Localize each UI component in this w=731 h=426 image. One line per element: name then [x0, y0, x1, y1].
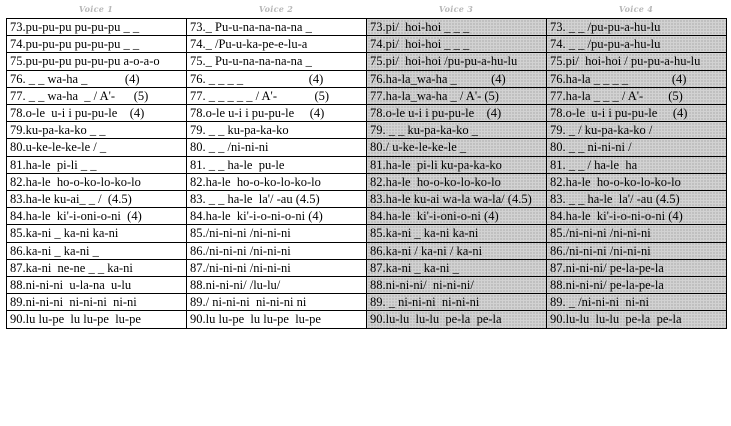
- voice-4-cell: 78.o-le u-i i pu-pu-le (4): [547, 105, 727, 122]
- voice-2-cell: 89./ ni-ni-ni ni-ni-ni ni: [187, 294, 367, 311]
- voice-1-cell: 89.ni-ni-ni ni-ni-ni ni-ni: [7, 294, 187, 311]
- voice-3-cell: 80./ u-ke-le-ke-le _: [367, 139, 547, 156]
- voice-2-cell: 86./ni-ni-ni /ni-ni-ni: [187, 242, 367, 259]
- voice-1-cell: 82.ha-le ho-o-ko-lo-ko-lo: [7, 173, 187, 190]
- voice-3-cell: 78.o-le u-i i pu-pu-le (4): [367, 105, 547, 122]
- table-row: [7, 70, 727, 87]
- voice-1-cell: 75.pu-pu-pu pu-pu-pu a-o-a-o: [7, 53, 187, 70]
- voice-3-cell: 77.ha-la_wa-ha _ / A'- (5): [367, 87, 547, 104]
- voice-1-cell: 78.o-le u-i i pu-pu-le (4): [7, 105, 187, 122]
- voice-1-cell: 86.ka-ni _ ka-ni _: [7, 242, 187, 259]
- voice-4-cell: 88.ni-ni-ni/ pe-la-pe-la: [547, 277, 727, 294]
- voice-4-cell: 81. _ _ / ha-le ha: [547, 156, 727, 173]
- voice-header: [6, 2, 726, 18]
- voice-3-cell: 89. _ ni-ni-ni ni-ni-ni: [367, 294, 547, 311]
- voice-3-cell: 87.ka-ni _ ka-ni _: [367, 259, 547, 276]
- voice-4-cell: 84.ha-le ki'-i-o-ni-o-ni (4): [547, 208, 727, 225]
- voice-2-cell: 83. _ _ ha-le la'/ -au (4.5): [187, 191, 367, 208]
- table-row: [7, 122, 727, 139]
- table-row: [7, 53, 727, 70]
- table-row: [7, 277, 727, 294]
- voice-3-cell: 86.ka-ni / ka-ni / ka-ni: [367, 242, 547, 259]
- voice-4-cell: 77.ha-la _ _ _ / A'- (5): [547, 87, 727, 104]
- voice-4-cell: 89. _ /ni-ni-ni ni-ni: [547, 294, 727, 311]
- voice-3-heading: Voice 3: [438, 4, 474, 14]
- voice-2-cell: 76. _ _ _ _ (4): [187, 70, 367, 87]
- voice-4-cell: 76.ha-la _ _ _ _ (4): [547, 70, 727, 87]
- voice-4-cell: 86./ni-ni-ni /ni-ni-ni: [547, 242, 727, 259]
- voice-1-cell: 76. _ _ wa-ha _ (4): [7, 70, 187, 87]
- voice-2-cell: 78.o-le u-i i pu-pu-le (4): [187, 105, 367, 122]
- voice-2-cell: 87./ni-ni-ni /ni-ni-ni: [187, 259, 367, 276]
- table-row: [7, 208, 727, 225]
- voice-4-cell: 73. _ _ /pu-pu-a-hu-lu: [547, 19, 727, 36]
- voice-table: [6, 18, 727, 329]
- table-row: [7, 19, 727, 36]
- voice-2-cell: 90.lu lu-pe lu lu-pe lu-pe: [187, 311, 367, 328]
- table-row: [7, 173, 727, 190]
- table-row: [7, 294, 727, 311]
- voice-4-cell: 87.ni-ni-ni/ pe-la-pe-la: [547, 259, 727, 276]
- table-row: [7, 87, 727, 104]
- voice-2-heading: Voice 2: [258, 4, 294, 14]
- voice-1-cell: 90.lu lu-pe lu lu-pe lu-pe: [7, 311, 187, 328]
- table-row: [7, 105, 727, 122]
- voice-1-cell: 73.pu-pu-pu pu-pu-pu _ _: [7, 19, 187, 36]
- voice-1-cell: 85.ka-ni _ ka-ni ka-ni: [7, 225, 187, 242]
- table-row: [7, 311, 727, 328]
- table-row: [7, 139, 727, 156]
- voice-2-cell: 77. _ _ _ _ _ / A'- (5): [187, 87, 367, 104]
- voice-3-cell: 81.ha-le pi-li ku-pa-ka-ko: [367, 156, 547, 173]
- table-row: [7, 259, 727, 276]
- voice-2-cell: 74._ /Pu-u-ka-pe-e-lu-a: [187, 36, 367, 53]
- voice-3-cell: 75.pi/ hoi-hoi /pu-pu-a-hu-lu: [367, 53, 547, 70]
- voice-2-cell: 82.ha-le ho-o-ko-lo-ko-lo: [187, 173, 367, 190]
- voice-4-cell: 85./ni-ni-ni /ni-ni-ni: [547, 225, 727, 242]
- voice-1-heading: Voice 1: [78, 4, 114, 14]
- voice-2-cell: 80. _ _ /ni-ni-ni: [187, 139, 367, 156]
- voice-4-cell: 90.lu-lu lu-lu pe-la pe-la: [547, 311, 727, 328]
- voice-3-cell: 83.ha-le ku-ai wa-la wa-la/ (4.5): [367, 191, 547, 208]
- voice-1-cell: 88.ni-ni-ni u-la-na u-lu: [7, 277, 187, 294]
- voice-1-cell: 74.pu-pu-pu pu-pu-pu _ _: [7, 36, 187, 53]
- voice-2-cell: 81. _ _ ha-le pu-le: [187, 156, 367, 173]
- voice-3-cell: 82.ha-le ho-o-ko-lo-ko-lo: [367, 173, 547, 190]
- table-row: [7, 156, 727, 173]
- voice-3-cell: 90.lu-lu lu-lu pe-la pe-la: [367, 311, 547, 328]
- voice-4-cell: 75.pi/ hoi-hoi / pu-pu-a-hu-lu: [547, 53, 727, 70]
- table-row: [7, 191, 727, 208]
- voice-4-cell: 79. _ / ku-pa-ka-ko /: [547, 122, 727, 139]
- voice-1-cell: 83.ha-le ku-ai_ _ / (4.5): [7, 191, 187, 208]
- voice-3-cell: 85.ka-ni _ ka-ni ka-ni: [367, 225, 547, 242]
- voice-4-cell: 82.ha-le ho-o-ko-lo-ko-lo: [547, 173, 727, 190]
- voice-3-cell: 84.ha-le ki'-i-oni-o-ni (4): [367, 208, 547, 225]
- voice-1-cell: 77. _ _ wa-ha _ / A'- (5): [7, 87, 187, 104]
- voice-1-cell: 87.ka-ni ne-ne _ _ ka-ni: [7, 259, 187, 276]
- voice-2-cell: 73._ Pu-u-na-na-na-na _: [187, 19, 367, 36]
- voice-3-cell: 88.ni-ni-ni/ ni-ni-ni/: [367, 277, 547, 294]
- voice-2-cell: 88.ni-ni-ni/ /lu-lu/: [187, 277, 367, 294]
- voice-1-cell: 84.ha-le ki'-i-oni-o-ni (4): [7, 208, 187, 225]
- voice-4-cell: 83. _ _ ha-le la'/ -au (4.5): [547, 191, 727, 208]
- voice-3-cell: 79. _ _ ku-pa-ka-ko _: [367, 122, 547, 139]
- voice-4-heading: Voice 4: [618, 4, 654, 14]
- voice-3-cell: 74.pi/ hoi-hoi _ _ _: [367, 36, 547, 53]
- voice-1-cell: 81.ha-le pi-li _ _: [7, 156, 187, 173]
- score-sheet: [6, 2, 726, 329]
- table-row: [7, 242, 727, 259]
- voice-3-cell: 73.pi/ hoi-hoi _ _ _: [367, 19, 547, 36]
- table-row: [7, 36, 727, 53]
- voice-1-cell: 79.ku-pa-ka-ko _ _: [7, 122, 187, 139]
- voice-2-cell: 75._ Pu-u-na-na-na-na _: [187, 53, 367, 70]
- table-row: [7, 225, 727, 242]
- voice-2-cell: 84.ha-le ki'-i-o-ni-o-ni (4): [187, 208, 367, 225]
- voice-2-cell: 79. _ _ ku-pa-ka-ko: [187, 122, 367, 139]
- voice-3-cell: 76.ha-la_wa-ha _ (4): [367, 70, 547, 87]
- voice-2-cell: 85./ni-ni-ni /ni-ni-ni: [187, 225, 367, 242]
- voice-1-cell: 80.u-ke-le-ke-le / _: [7, 139, 187, 156]
- voice-4-cell: 74. _ _ /pu-pu-a-hu-lu: [547, 36, 727, 53]
- voice-4-cell: 80. _ _ ni-ni-ni /: [547, 139, 727, 156]
